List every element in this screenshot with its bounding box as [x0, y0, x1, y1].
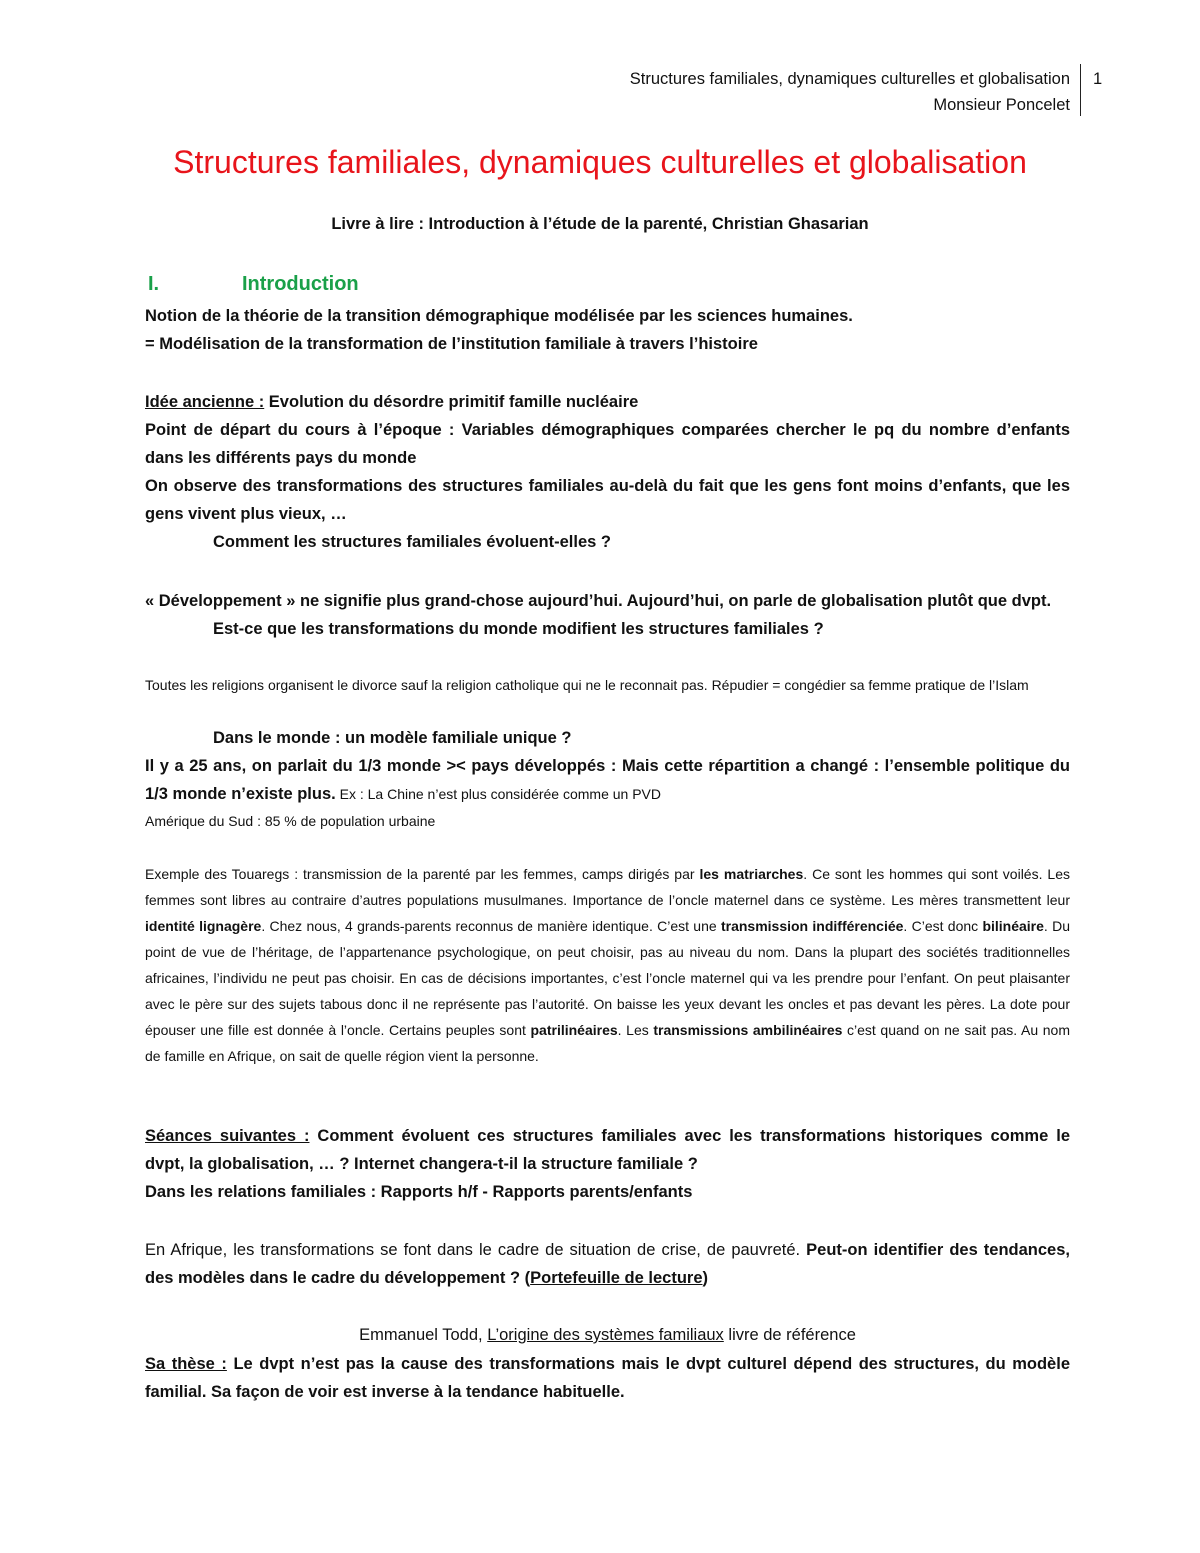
il-y-a-block [145, 752, 1070, 808]
afrique-block [145, 1236, 1070, 1292]
term-bilineaire: bilinéaire [982, 918, 1044, 934]
religions-block [145, 673, 1070, 698]
todd-rest: livre de référence [723, 1326, 856, 1344]
intro-block [145, 302, 1070, 358]
header-course-title: Structures familiales, dynamiques culturelles et globalisation [629, 70, 1070, 88]
todd-reference [145, 1321, 1070, 1349]
todd-book: L’origine des systèmes familiaux [487, 1326, 724, 1344]
question-2: Est-ce que les transformations du monde modifient les structures familiales ? [213, 620, 824, 638]
observe-paragraph: On observe des transformations des structures familiales au-delà du fait que les gens font moins d’enfants, que les gens vivent plus vieux, … [145, 477, 1070, 523]
seances-block [145, 1122, 1070, 1206]
term-transmissions-ambilineaires: transmissions ambilinéaires [653, 1022, 843, 1038]
these-text: Le dvpt n’est pas la cause des transformations mais le dvpt culturel dépend des structures, du modèle familial. Sa façon de voir est inverse à la tendance habituelle. [145, 1355, 1070, 1401]
touaregs-text: Exemple des Touaregs : transmission de la parenté par les femmes, camps dirigés par [145, 866, 700, 882]
il-y-a-example: Ex : La Chine n’est plus considérée comme un PVD [335, 786, 662, 802]
seances-label: Séances suivantes : [145, 1127, 310, 1145]
section-label: Introduction [242, 273, 359, 295]
afrique-paragraph [145, 1236, 1070, 1292]
question-1: Comment les structures familiales évoluent-elles ? [213, 533, 611, 551]
these-paragraph [145, 1350, 1070, 1406]
idee-block [145, 388, 1070, 556]
developpement-paragraph: « Développement » ne signifie plus grand-chose aujourd’hui. Aujourd’hui, on parle de globalisation plutôt que dvpt. [145, 592, 1052, 610]
idee-text: Evolution du désordre primitif famille nucléaire [264, 393, 639, 411]
touaregs-paragraph [145, 861, 1070, 1069]
page-header [0, 64, 1200, 120]
relations-paragraph: Dans les relations familiales : Rapports h/f - Rapports parents/enfants [145, 1183, 693, 1201]
touaregs-block [145, 861, 1070, 1069]
these-block [145, 1350, 1070, 1406]
term-identite-lignagere: identité lignagère [145, 918, 262, 934]
developpement-block [145, 587, 1070, 643]
reading-reference: Livre à lire : Introduction à l’étude de la parenté, Christian Ghasarian [331, 215, 869, 233]
header-divider [1080, 64, 1081, 116]
todd-block [145, 1321, 1070, 1349]
document-title: Structures familiales, dynamiques culturelles et globalisation [173, 144, 1027, 180]
term-transmission-indifferenciee: transmission indifférenciée [720, 918, 904, 934]
touaregs-text: . Du point de vue de l’héritage, de l’appartenance psychologique, on peut choisir, pas au niveau du nom. Dans la plupart des sociétés traditionnelles africaines, l’individu ne peut pas choisir. En cas de décisions importantes, c’est l’oncle maternel qui va les prendre pour l’enfant. On peut plaisanter avec le père sur des sujets tabous donc il ne représente pas l’autorité. On baisse les yeux devant les oncles et pas devant les pères. La dote pour épouser une fille est donnée à l’oncle. Certains peuples sont [145, 918, 1070, 1038]
religions-paragraph: Toutes les religions organisent le divorce sauf la religion catholique qui ne le reconnait pas. Répudier = congédier sa femme pratique de l’Islam [145, 677, 1029, 693]
seances-paragraph [145, 1122, 1070, 1178]
modelisation-text: = Modélisation de la transformation de l’institution familiale à travers l’histoire [145, 335, 758, 353]
amerique-paragraph: Amérique du Sud : 85 % de population urbaine [145, 813, 436, 829]
touaregs-text: . Les [617, 1022, 654, 1038]
term-patrilineaires: patrilinéaires [530, 1022, 618, 1038]
these-label: Sa thèse : [145, 1355, 227, 1373]
il-y-a-bold: Il y a 25 ans, on parlait du 1/3 monde >< pays développés : Mais cette répartition a changé : l’ensemble politique du 1/3 monde n’existe plus. [145, 757, 1070, 803]
question-3-block [145, 724, 1070, 752]
afrique-text: En Afrique, les transformations se font dans le cadre de situation de crise, de pauvreté. [145, 1241, 807, 1259]
notion-text: Notion de la théorie de la transition démographique modélisée par les sciences humaines. [145, 307, 853, 325]
touaregs-text: . Ce sont les hommes qui sont voilés. Les femmes sont libres au contraire d’autres populations musulmanes. Importance de l’oncle maternel dans ce système. Les mères transmettent leur [145, 866, 1070, 908]
header-teacher: Monsieur Poncelet [933, 96, 1070, 114]
touaregs-text: . C’est donc [903, 918, 983, 934]
term-matriarches: les matriarches [699, 866, 804, 882]
touaregs-text: c’est quand on ne sait pas. Au nom de famille en Afrique, on sait de quelle région vient la personne. [145, 1022, 1071, 1064]
point-depart-label: Point de départ du cours à l’époque : [145, 421, 455, 439]
idee-paragraph [145, 388, 1070, 416]
amerique-block [145, 810, 1070, 832]
page-number: 1 [1093, 70, 1103, 88]
touaregs-text: . Chez nous, 4 grands-parents reconnus de manière identique. C’est une [261, 918, 721, 934]
idee-label: Idée ancienne : [145, 393, 265, 411]
point-depart-text: Variables démographiques comparées chercher le pq du nombre d’enfants dans les différents pays du monde [145, 421, 1070, 467]
point-depart-paragraph [145, 416, 1070, 472]
il-y-a-paragraph [145, 752, 1070, 808]
afrique-question: Peut-on identifier des tendances, des modèles dans le cadre du développement ? ( [145, 1241, 1070, 1287]
question-3: Dans le monde : un modèle familiale unique ? [213, 729, 572, 747]
section-heading [148, 270, 359, 298]
seances-text: Comment évoluent ces structures familiales avec les transformations historiques comme le dvpt, la globalisation, … ? Internet changera-t-il la structure familiale ? [145, 1127, 1070, 1173]
header-text [630, 66, 1070, 118]
afrique-close-paren: ) [702, 1269, 708, 1287]
portefeuille-link[interactable]: Portefeuille de lecture [530, 1269, 703, 1287]
todd-author: Emmanuel Todd, [359, 1326, 488, 1344]
section-number: I. [148, 273, 160, 295]
